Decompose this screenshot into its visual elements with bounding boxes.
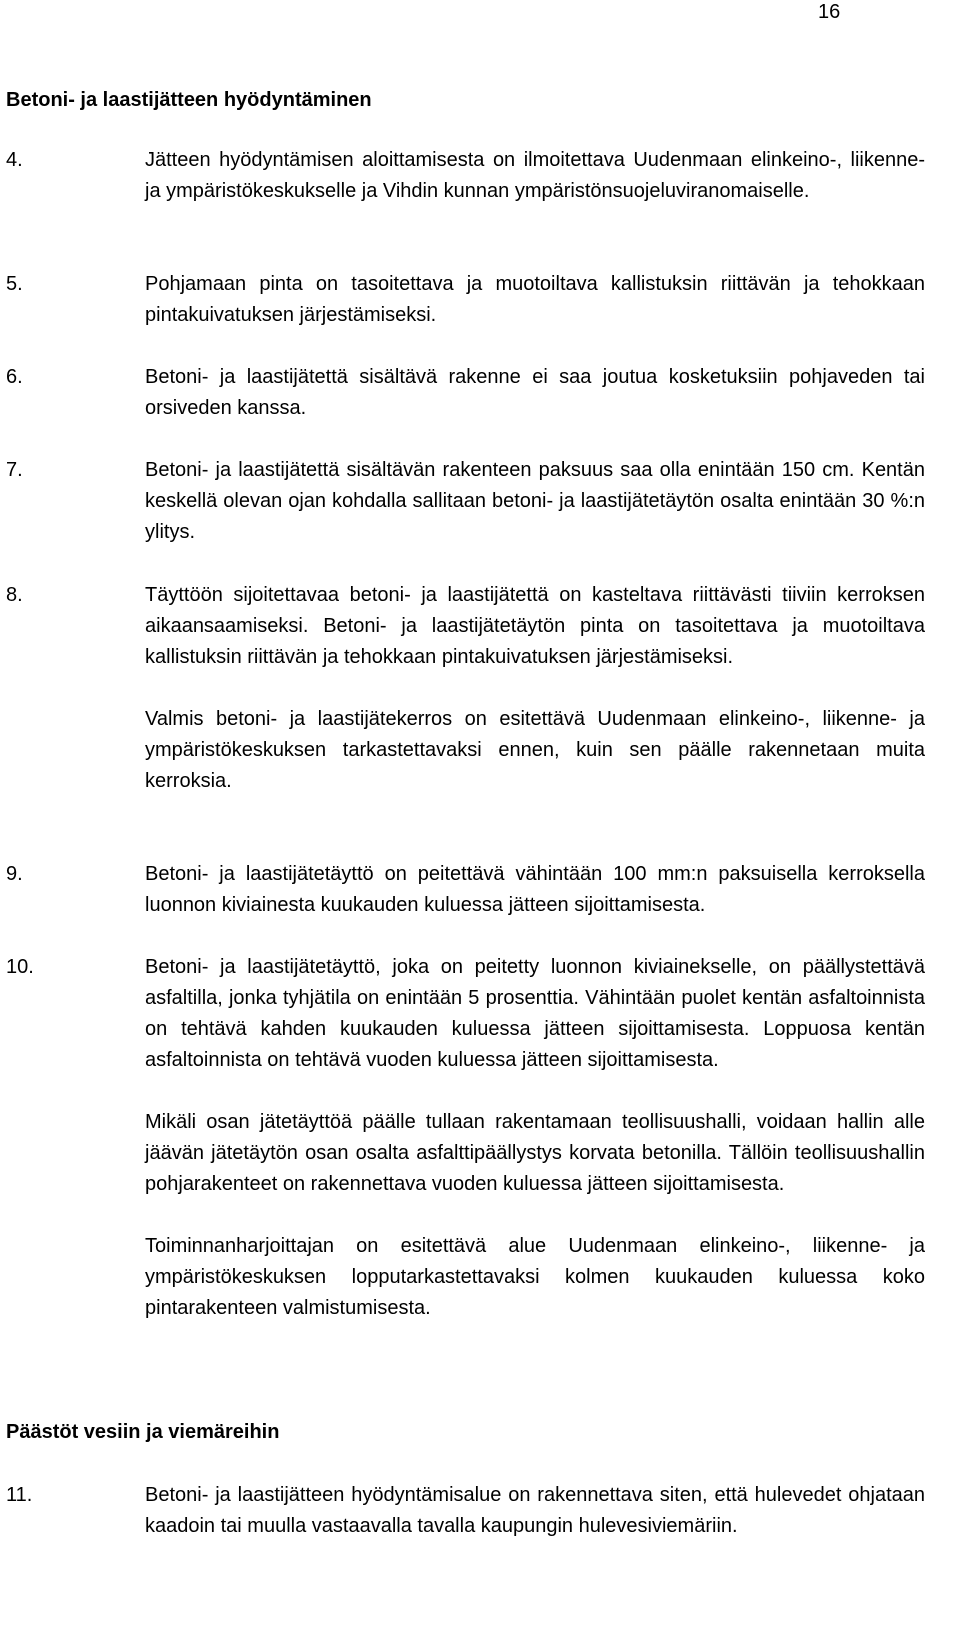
item-text <box>145 952 925 1324</box>
section-heading: Päästöt vesiin ja viemäreihin <box>6 1421 280 1443</box>
paragraph: Betoni- ja laastijätettä sisältävän rakenteen paksuus saa olla enintään 150 cm. Kentän keskellä olevan ojan kohdalla sallitaan betoni- ja laastijätetäytön osalta enintään 30 %:n ylitys. <box>145 459 925 543</box>
item-text <box>145 455 925 548</box>
paragraph: Mikäli osan jätetäyttöä päälle tullaan rakentamaan teollisuushalli, voidaan hallin alle jäävän jätetäytön osan osalta asfalttipäällystys korvata betonilla. Tällöin teollisuushallin pohjarakenteet on rakennettava vuoden kuluessa jätteen sijoittamisesta. <box>145 1111 925 1195</box>
item-number: 5. <box>6 273 23 295</box>
item-number: 11. <box>6 1484 33 1506</box>
page-number: 16 <box>818 1 841 23</box>
item-number: 4. <box>6 149 23 171</box>
paragraph: Toiminnanharjoittajan on esitettävä alue Uudenmaan elinkeino-, liikenne- ja ympäristökeskuksen lopputarkastettavaksi kolmen kuukauden kuluessa koko pintarakenteen valmistumisesta. <box>145 1235 925 1319</box>
paragraph: Betoni- ja laastijätteen hyödyntämisalue on rakennettava siten, että hulevedet ohjataan kaadoin tai muulla vastaavalla tavalla kaupungin hulevesiviemäriin. <box>145 1484 925 1537</box>
paragraph: Betoni- ja laastijätetäyttö, joka on peitetty luonnon kiviainekselle, on päällystettävä asfaltilla, jonka tyhjätila on enintään 5 prosenttia. Vähintään puolet kentän asfaltoinnista on tehtävä kahden kuukauden kuluessa jätteen sijoittamisesta. Loppuosa kentän asfaltoinnista on tehtävä vuoden kuluessa jätteen sijoittamisesta. <box>145 956 925 1071</box>
item-text <box>145 145 925 207</box>
item-text <box>145 269 925 331</box>
item-number: 8. <box>6 584 23 606</box>
paragraph: Betoni- ja laastijätetäyttö on peitettävä vähintään 100 mm:n paksuisella kerroksella luonnon kiviainesta kuukauden kuluessa jätteen sijoittamisesta. <box>145 863 925 916</box>
item-text <box>145 859 925 921</box>
item-number: 7. <box>6 459 23 481</box>
paragraph: Pohjamaan pinta on tasoitettava ja muotoiltava kallistuksin riittävän ja tehokkaan pintakuivatuksen järjestämiseksi. <box>145 273 925 326</box>
item-number: 10. <box>6 956 34 978</box>
section-heading: Betoni- ja laastijätteen hyödyntäminen <box>6 89 372 111</box>
paragraph: Betoni- ja laastijätettä sisältävä rakenne ei saa joutua kosketuksiin pohjaveden tai orsiveden kanssa. <box>145 366 925 419</box>
item-text <box>145 580 925 797</box>
paragraph: Täyttöön sijoitettavaa betoni- ja laastijätettä on kasteltava riittävästi tiiviin kerroksen aikaansaamiseksi. Betoni- ja laastijätetäytön pinta on tasoitettava ja muotoiltava kallistuksin riittävän ja tehokkaan pintakuivatuksen järjestämiseksi. <box>145 584 925 668</box>
item-number: 9. <box>6 863 23 885</box>
item-number: 6. <box>6 366 23 388</box>
item-text <box>145 1480 925 1542</box>
item-text <box>145 362 925 424</box>
paragraph: Valmis betoni- ja laastijätekerros on esitettävä Uudenmaan elinkeino-, liikenne- ja ympäristökeskuksen tarkastettavaksi ennen, kuin sen päälle rakennetaan muita kerroksia. <box>145 708 925 792</box>
paragraph: Jätteen hyödyntämisen aloittamisesta on ilmoitettava Uudenmaan elinkeino-, liikenne- ja ympäristökeskukselle ja Vihdin kunnan ympäristönsuojeluviranomaiselle. <box>145 149 925 202</box>
